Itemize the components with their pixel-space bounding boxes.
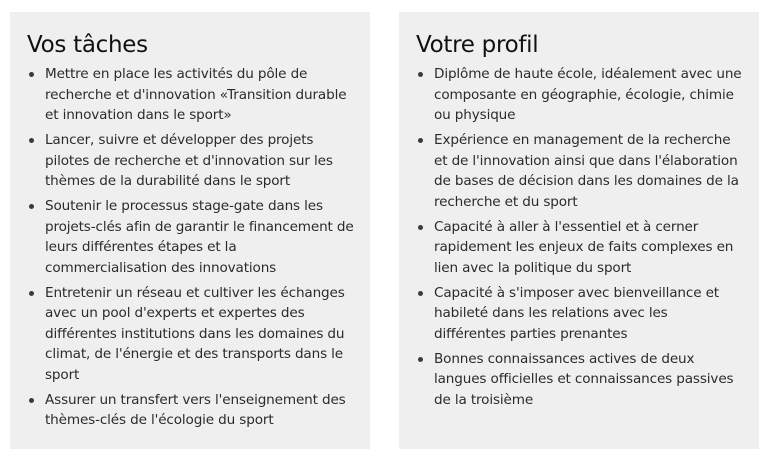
task-item — [27, 390, 354, 431]
profile-item — [416, 64, 743, 126]
task-item — [27, 196, 354, 278]
bullet-icon — [29, 204, 34, 209]
bullet-icon — [29, 398, 34, 403]
profile-item — [416, 217, 743, 279]
profile-panel — [399, 12, 759, 449]
bullet-icon — [29, 72, 34, 77]
profile-text: Capacité à s'imposer avec bienveillance et habileté dans les relations avec les différentes parties prenantes — [434, 284, 719, 342]
profile-text: Capacité à aller à l'essentiel et à cerner rapidement les enjeux de faits complexes en lien avec la politique du sport — [434, 218, 734, 276]
profile-text: Expérience en management de la recherche et de l'innovation ainsi que dans l'élaboration de bases de décision dans les domaines de la recherche et du sport — [434, 132, 739, 210]
profile-item — [416, 283, 743, 345]
tasks-panel — [10, 12, 370, 449]
task-text: Assurer un transfert vers l'enseignement des thèmes-clés de l'écologie du sport — [45, 391, 346, 428]
task-text: Soutenir le processus stage-gate dans les projets-clés afin de garantir le financement de leurs différentes étapes et la commercialisation des innovations — [45, 198, 354, 276]
profile-text: Diplôme de haute école, idéalement avec une composante en géographie, écologie, chimie ou physique — [434, 66, 742, 123]
task-text: Mettre en place les activités du pôle de recherche et d'innovation «Transition durable et innovation dans le sport» — [45, 66, 347, 123]
task-item — [27, 130, 354, 192]
bullet-icon — [418, 72, 423, 77]
profile-item — [416, 349, 743, 411]
bullet-icon — [418, 138, 423, 143]
task-text: Lancer, suivre et développer des projets pilotes de recherche et d'innovation sur les thèmes de la durabilité dans le sport — [45, 132, 333, 189]
bullet-icon — [418, 291, 423, 296]
tasks-list — [27, 64, 354, 431]
task-item — [27, 283, 354, 386]
bullet-icon — [418, 357, 423, 362]
bullet-icon — [29, 291, 34, 296]
task-text: Entretenir un réseau et cultiver les échanges avec un pool d'experts et expertes des différentes institutions dans les domaines du climat, de l'énergie et des transports dans le sport — [45, 284, 345, 383]
bullet-icon — [29, 138, 34, 143]
profile-text: Bonnes connaissances actives de deux langues officielles et connaissances passives de la troisième — [434, 350, 734, 408]
bullet-icon — [418, 225, 423, 230]
tasks-heading: Vos tâches — [27, 32, 148, 58]
task-item — [27, 64, 354, 126]
profile-heading: Votre profil — [416, 32, 539, 58]
profile-list — [416, 64, 743, 410]
profile-item — [416, 130, 743, 212]
